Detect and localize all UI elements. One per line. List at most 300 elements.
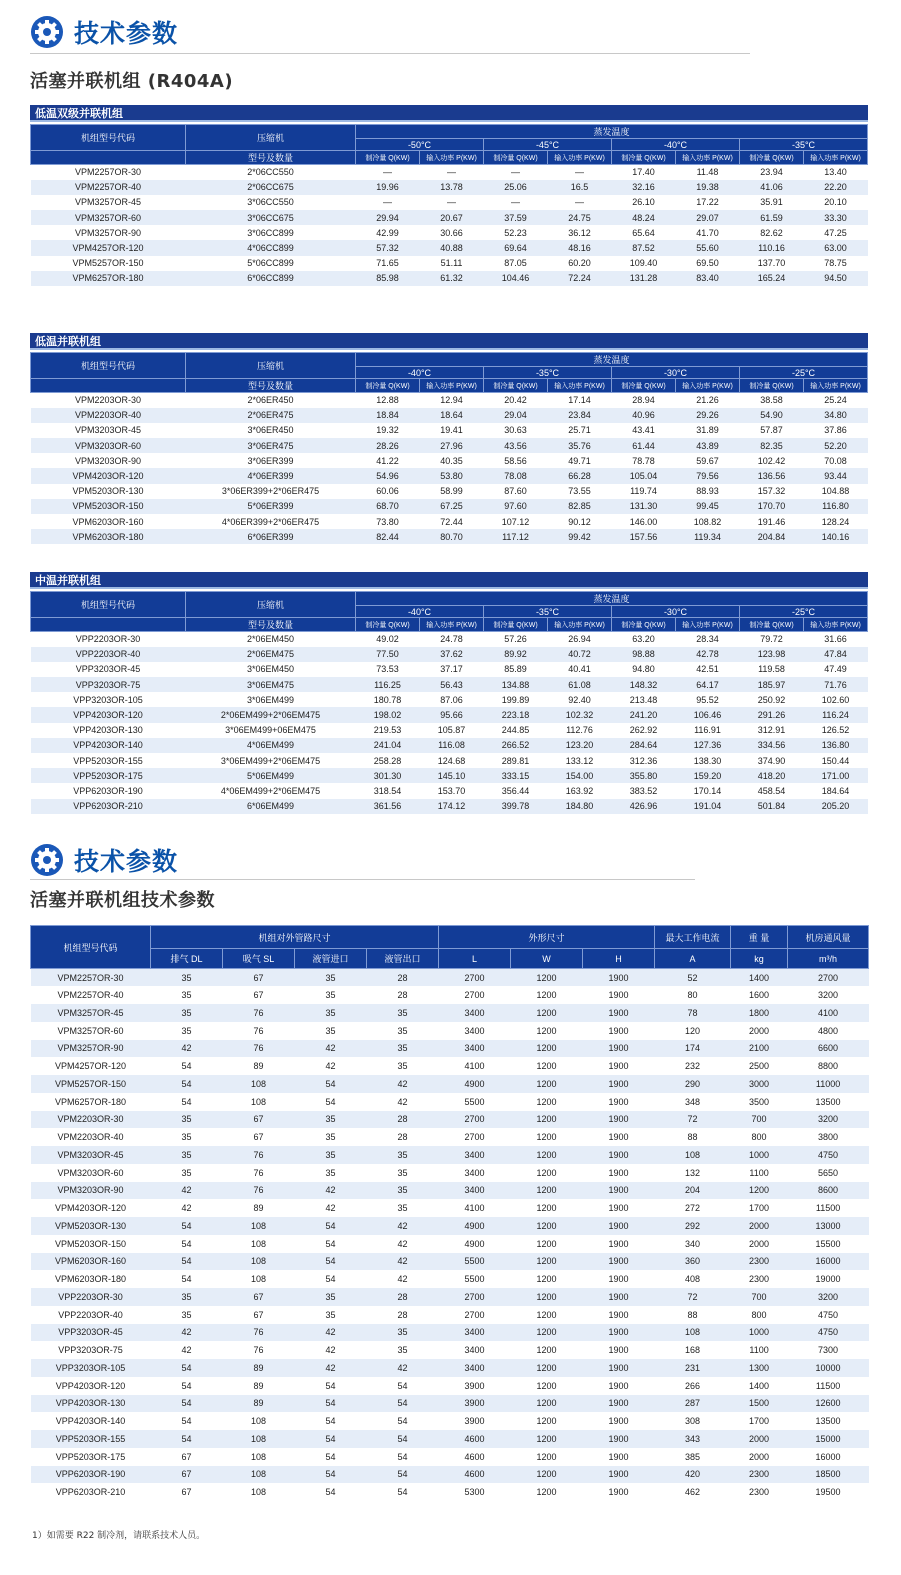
table-cell: 3*06EM499+2*06EM475	[186, 753, 356, 768]
table-cell: 54	[295, 1093, 367, 1111]
table-cell: 2300	[731, 1270, 788, 1288]
col-sub-header: 液管出口	[367, 949, 439, 969]
table-cell: 1900	[583, 1199, 655, 1217]
col-cool: 制冷量 Q(KW)	[740, 618, 804, 632]
table-cell: 157.32	[740, 484, 804, 499]
table-cell: 1200	[511, 1395, 583, 1413]
table-cell: 54	[295, 1466, 367, 1484]
table-cell: 355.80	[612, 768, 676, 783]
table-cell: 49.02	[356, 632, 420, 647]
table-cell: 65.64	[612, 225, 676, 240]
table-cell: 105.04	[612, 468, 676, 483]
table-cell: VPP4203OR-140	[31, 1412, 151, 1430]
table-cell: 76	[223, 1022, 295, 1040]
table-cell: VPM2203OR-40	[31, 1128, 151, 1146]
table-cell: 116.25	[356, 677, 420, 692]
gear-icon	[30, 843, 64, 877]
table-cell: 4900	[439, 1075, 511, 1093]
table-cell: VPM4203OR-120	[31, 468, 186, 483]
table-cell: 51.11	[420, 256, 484, 271]
table-cell: 127.36	[676, 738, 740, 753]
table-cell: 7300	[788, 1341, 869, 1359]
table-cell: 35	[367, 1182, 439, 1200]
table-cell: 108	[223, 1093, 295, 1111]
col-compressor-sub: 型号及数量	[186, 379, 356, 393]
table-cell: 67	[223, 1306, 295, 1324]
table-cell: VPM3203OR-45	[31, 423, 186, 438]
table-cell: 11500	[788, 1199, 869, 1217]
table-cell: 148.32	[612, 677, 676, 692]
table-cell: 99.45	[676, 499, 740, 514]
table-cell: 136.80	[804, 738, 868, 753]
table-cell: 54	[151, 1253, 223, 1271]
table-cell: 4100	[439, 1057, 511, 1075]
col-power: 输入功率 P(KW)	[676, 618, 740, 632]
table-cell: 67	[151, 1483, 223, 1501]
table-cell: 1200	[511, 1075, 583, 1093]
col-power: 输入功率 P(KW)	[548, 618, 612, 632]
table-cell: —	[548, 165, 612, 180]
table-cell: VPM2203OR-40	[31, 408, 186, 423]
table-cell: 54	[295, 1430, 367, 1448]
table-cell: 116.91	[676, 723, 740, 738]
section-title: 技术参数	[74, 847, 179, 876]
table-cell: 108	[223, 1430, 295, 1448]
col-evap-temp: 蒸发温度	[356, 353, 868, 367]
table-cell: 87.60	[484, 484, 548, 499]
table-cell: 63.00	[804, 240, 868, 255]
table-cell: 89	[223, 1377, 295, 1395]
table-cell: 2500	[731, 1057, 788, 1075]
table-cell: 1900	[583, 1270, 655, 1288]
table-cell: 140.16	[804, 529, 868, 544]
table-cell: 119.58	[740, 662, 804, 677]
table-cell: 1100	[731, 1164, 788, 1182]
table-cell: VPM3257OR-60	[31, 1022, 151, 1040]
table-cell: 35	[295, 1146, 367, 1164]
col-temp: -45°C	[484, 139, 612, 151]
performance-table	[30, 591, 868, 814]
table-row	[31, 768, 868, 783]
table-cell: 145.10	[420, 768, 484, 783]
col-cool: 制冷量 Q(KW)	[612, 379, 676, 393]
table-cell: 5650	[788, 1164, 869, 1182]
table-cell: 292	[655, 1217, 731, 1235]
col-compressor: 压缩机	[186, 125, 356, 151]
table-cell: 312.36	[612, 753, 676, 768]
table-cell: 89	[223, 1199, 295, 1217]
table-cell: 85.98	[356, 271, 420, 286]
table-cell: 4750	[788, 1146, 869, 1164]
col-power: 输入功率 P(KW)	[420, 151, 484, 165]
table-cell: 102.42	[740, 453, 804, 468]
table-cell: VPM3257OR-60	[31, 210, 186, 225]
table-cell: VPP2203OR-30	[31, 1288, 151, 1306]
table-cell: 10000	[788, 1359, 869, 1377]
table-cell: 171.00	[804, 768, 868, 783]
table-cell: 308	[655, 1412, 731, 1430]
table-cell: 52.20	[804, 438, 868, 453]
table-cell: 3200	[788, 1111, 869, 1129]
table-row	[31, 1483, 869, 1501]
table-row	[31, 1324, 869, 1342]
table-cell: 48.24	[612, 210, 676, 225]
table-cell: 3500	[731, 1093, 788, 1111]
table-cell: 1900	[583, 1111, 655, 1129]
col-compressor: 压缩机	[186, 353, 356, 379]
table-cell: 78	[655, 1004, 731, 1022]
table-cell: 1900	[583, 1164, 655, 1182]
table-cell: 266.52	[484, 738, 548, 753]
table-cell: 63.20	[612, 632, 676, 647]
table-cell: 116.80	[804, 499, 868, 514]
table-cell: 42.78	[676, 647, 740, 662]
table-cell: 28	[367, 1288, 439, 1306]
table-cell: 343	[655, 1430, 731, 1448]
table-cell: 6*06ER399	[186, 529, 356, 544]
table-cell: VPM2203OR-30	[31, 1111, 151, 1129]
col-sub-header: A	[655, 949, 731, 969]
table-row	[31, 1341, 869, 1359]
table-cell: 56.43	[420, 677, 484, 692]
table-cell: 5500	[439, 1253, 511, 1271]
table-cell: 16.5	[548, 180, 612, 195]
table-cell: 123.20	[548, 738, 612, 753]
col-temp: -35°C	[484, 367, 612, 379]
table-row	[31, 499, 868, 514]
table-cell: 54	[151, 1430, 223, 1448]
table-cell: 54	[367, 1377, 439, 1395]
page-subtitle: 活塞并联机组 (R404A)	[30, 71, 234, 92]
table-cell: 2000	[731, 1217, 788, 1235]
table-row	[31, 1040, 869, 1058]
table-cell: 1000	[731, 1146, 788, 1164]
table-cell: 20.10	[804, 195, 868, 210]
table-cell: 87.52	[612, 240, 676, 255]
table-cell: VPM5257OR-150	[31, 256, 186, 271]
table-cell: 204.84	[740, 529, 804, 544]
table-cell: 88	[655, 1306, 731, 1324]
table-cell: 42	[367, 1270, 439, 1288]
table-cell: 3800	[788, 1128, 869, 1146]
table-cell: 108	[223, 1412, 295, 1430]
table-cell: 2300	[731, 1483, 788, 1501]
table-cell: 3900	[439, 1395, 511, 1413]
table-cell: 170.14	[676, 783, 740, 798]
table-cell: 1200	[511, 1199, 583, 1217]
table-cell: 42	[295, 1359, 367, 1377]
table-cell: 1900	[583, 1466, 655, 1484]
table-cell: 35	[367, 1146, 439, 1164]
table-cell: 54	[295, 1253, 367, 1271]
table-cell: 174.12	[420, 799, 484, 814]
table-cell: 82.85	[548, 499, 612, 514]
table-cell: 800	[731, 1306, 788, 1324]
table-cell: VPM3257OR-45	[31, 1004, 151, 1022]
table-cell: 29.94	[356, 210, 420, 225]
table-cell: 2700	[439, 969, 511, 987]
table-cell: 418.20	[740, 768, 804, 783]
table-cell: 26.10	[612, 195, 676, 210]
table-cell: 108	[655, 1324, 731, 1342]
table-cell: 3400	[439, 1324, 511, 1342]
table-cell: 170.70	[740, 499, 804, 514]
table-cell: 1900	[583, 1217, 655, 1235]
table-cell: 3400	[439, 1182, 511, 1200]
table-cell: 1800	[731, 1004, 788, 1022]
table-cell: 54	[367, 1466, 439, 1484]
table-cell: 78.78	[612, 453, 676, 468]
table-cell: 18.64	[420, 408, 484, 423]
table-cell: 2700	[439, 1288, 511, 1306]
table-cell: 73.55	[548, 484, 612, 499]
table-cell: VPM5203OR-150	[31, 499, 186, 514]
table-cell: 168	[655, 1341, 731, 1359]
table-cell: 70.08	[804, 453, 868, 468]
table-cell: 1000	[731, 1324, 788, 1342]
table-cell: 52	[655, 969, 731, 987]
table-row	[31, 1182, 869, 1200]
col-cool: 制冷量 Q(KW)	[484, 618, 548, 632]
table-cell: 54	[151, 1377, 223, 1395]
table-cell: 1200	[511, 1448, 583, 1466]
table-cell: 4*06ER399	[186, 468, 356, 483]
table-cell: VPP3203OR-105	[31, 1359, 151, 1377]
table-cell: 198.02	[356, 707, 420, 722]
table-cell: 61.08	[548, 677, 612, 692]
table-cell: 26.94	[548, 632, 612, 647]
table-cell: 2*06ER475	[186, 408, 356, 423]
table-cell: 89	[223, 1395, 295, 1413]
table-cell: VPM6203OR-180	[31, 1270, 151, 1288]
table-cell: 42	[367, 1075, 439, 1093]
col-temp: -25°C	[740, 606, 868, 618]
table-cell: 287	[655, 1395, 731, 1413]
table-row	[31, 271, 868, 286]
col-cool: 制冷量 Q(KW)	[356, 379, 420, 393]
col-cool: 制冷量 Q(KW)	[356, 618, 420, 632]
col-model-code: 机组型号代码	[31, 125, 186, 151]
table-cell: 76	[223, 1004, 295, 1022]
table-cell: 97.60	[484, 499, 548, 514]
table-cell: 19000	[788, 1270, 869, 1288]
table-cell: —	[548, 195, 612, 210]
table-cell: 1200	[511, 1341, 583, 1359]
table-cell: 66.28	[548, 468, 612, 483]
table-row	[31, 1022, 869, 1040]
table-cell: 79.56	[676, 468, 740, 483]
table-cell: 93.44	[804, 468, 868, 483]
col-temp: -40°C	[356, 367, 484, 379]
table-cell: 1200	[511, 1306, 583, 1324]
table-cell: —	[484, 195, 548, 210]
table-row	[31, 165, 868, 180]
table-cell: 60.06	[356, 484, 420, 499]
table-cell: 52.23	[484, 225, 548, 240]
table-row	[31, 783, 868, 798]
table-cell: 108	[223, 1217, 295, 1235]
table-cell: VPM3203OR-90	[31, 453, 186, 468]
table-cell: 1200	[511, 1111, 583, 1129]
table-cell: 131.30	[612, 499, 676, 514]
table-cell: 35.91	[740, 195, 804, 210]
table-cell: 231	[655, 1359, 731, 1377]
table-cell: 1900	[583, 1128, 655, 1146]
table-cell: 1900	[583, 1412, 655, 1430]
table-cell: 1200	[511, 1182, 583, 1200]
table-cell: VPP4203OR-130	[31, 723, 186, 738]
table-cell: VPM2257OR-40	[31, 986, 151, 1004]
table-row	[31, 1288, 869, 1306]
table-cell: 54	[151, 1217, 223, 1235]
table-cell: 54.96	[356, 468, 420, 483]
table-cell: 3900	[439, 1412, 511, 1430]
table-row	[31, 1253, 869, 1271]
table-cell: 67.25	[420, 499, 484, 514]
table-row	[31, 256, 868, 271]
table-cell: 42	[151, 1199, 223, 1217]
table-cell: 356.44	[484, 783, 548, 798]
table-cell: 120	[655, 1022, 731, 1040]
table-cell: 35	[295, 986, 367, 1004]
table-cell: 3*06CC899	[186, 225, 356, 240]
table-cell: 54	[295, 1075, 367, 1093]
table-cell: 19.38	[676, 180, 740, 195]
table-cell: 11.48	[676, 165, 740, 180]
table-cell: 69.64	[484, 240, 548, 255]
table-cell: —	[484, 165, 548, 180]
table-cell: 54	[295, 1270, 367, 1288]
table-cell: 69.50	[676, 256, 740, 271]
table-cell: 71.65	[356, 256, 420, 271]
table-cell: 1900	[583, 1093, 655, 1111]
table-cell: 133.12	[548, 753, 612, 768]
table-cell: 11000	[788, 1075, 869, 1093]
table-cell: 54	[295, 1217, 367, 1235]
table-cell: 3000	[731, 1075, 788, 1093]
table-cell: 1200	[511, 1324, 583, 1342]
table-cell: VPM3257OR-90	[31, 225, 186, 240]
table-cell: 40.96	[612, 408, 676, 423]
table-cell: 2700	[788, 969, 869, 987]
col-pipe-size: 机组对外管路尺寸	[151, 926, 439, 949]
table-cell: 21.26	[676, 393, 740, 408]
col-power: 输入功率 P(KW)	[420, 379, 484, 393]
table-row	[31, 484, 868, 499]
table-cell: 28	[367, 1306, 439, 1324]
table-cell: 108	[223, 1483, 295, 1501]
col-temp: -25°C	[740, 367, 868, 379]
table-cell: 108	[223, 1075, 295, 1093]
table-cell: 24.78	[420, 632, 484, 647]
table-cell: 180.78	[356, 692, 420, 707]
table-cell: 77.50	[356, 647, 420, 662]
table-cell: 150.44	[804, 753, 868, 768]
table-row	[31, 1004, 869, 1022]
table-cell: 5500	[439, 1270, 511, 1288]
table-cell: 2*06ER450	[186, 393, 356, 408]
table-row	[31, 969, 869, 987]
table-cell: 5300	[439, 1483, 511, 1501]
table-cell: 1700	[731, 1199, 788, 1217]
table-cell: 89	[223, 1057, 295, 1075]
table-cell: 82.35	[740, 438, 804, 453]
col-evap-temp: 蒸发温度	[356, 592, 868, 606]
col-cool: 制冷量 Q(KW)	[484, 151, 548, 165]
table-cell: 28.94	[612, 393, 676, 408]
table-cell: VPP6203OR-210	[31, 799, 186, 814]
col-blank	[31, 618, 186, 632]
table-cell: 2000	[731, 1430, 788, 1448]
table-row	[31, 1430, 869, 1448]
table-cell: 109.40	[612, 256, 676, 271]
col-power: 输入功率 P(KW)	[676, 379, 740, 393]
table-row	[31, 692, 868, 707]
table-cell: 1900	[583, 1448, 655, 1466]
table-cell: 72.24	[548, 271, 612, 286]
table-cell: 458.54	[740, 783, 804, 798]
table-cell: 27.96	[420, 438, 484, 453]
table-cell: 94.80	[612, 662, 676, 677]
table-cell: 28	[367, 969, 439, 987]
table-cell: 2*06CC675	[186, 180, 356, 195]
table-cell: 1900	[583, 1004, 655, 1022]
table-cell: 37.59	[484, 210, 548, 225]
table-cell: 1200	[511, 1270, 583, 1288]
table-cell: 29.04	[484, 408, 548, 423]
table-cell: 35	[151, 1306, 223, 1324]
table-cell: VPP3203OR-75	[31, 1341, 151, 1359]
table-cell: 244.85	[484, 723, 548, 738]
table-row	[31, 738, 868, 753]
table-cell: 16000	[788, 1253, 869, 1271]
table-cell: 24.75	[548, 210, 612, 225]
table-cell: 1200	[511, 1412, 583, 1430]
col-power: 输入功率 P(KW)	[804, 379, 868, 393]
table-cell: 58.56	[484, 453, 548, 468]
table-cell: 4600	[439, 1430, 511, 1448]
col-compressor-sub: 型号及数量	[186, 618, 356, 632]
table-cell: 128.24	[804, 514, 868, 529]
table-cell: VPP4203OR-120	[31, 1377, 151, 1395]
table-cell: 126.52	[804, 723, 868, 738]
table-cell: 17.14	[548, 393, 612, 408]
table-cell: VPM5203OR-130	[31, 1217, 151, 1235]
table-cell: VPP4203OR-130	[31, 1395, 151, 1413]
table-cell: 290	[655, 1075, 731, 1093]
table-cell: 54	[151, 1270, 223, 1288]
table-cell: 32.16	[612, 180, 676, 195]
table-cell: 54	[151, 1235, 223, 1253]
table-cell: 3200	[788, 986, 869, 1004]
table-cell: 2700	[439, 1306, 511, 1324]
table-cell: 42	[295, 1199, 367, 1217]
table-cell: 340	[655, 1235, 731, 1253]
table-cell: VPM4257OR-120	[31, 1057, 151, 1075]
table-cell: 6600	[788, 1040, 869, 1058]
table-cell: 272	[655, 1199, 731, 1217]
table-cell: 41.22	[356, 453, 420, 468]
table-cell: 35.76	[548, 438, 612, 453]
table-cell: 137.70	[740, 256, 804, 271]
table-cell: 22.20	[804, 180, 868, 195]
table-row	[31, 438, 868, 453]
table-cell: 108	[223, 1253, 295, 1271]
table-cell: 154.00	[548, 768, 612, 783]
table-row	[31, 1270, 869, 1288]
table-cell: 71.76	[804, 677, 868, 692]
table-cell: 17.40	[612, 165, 676, 180]
